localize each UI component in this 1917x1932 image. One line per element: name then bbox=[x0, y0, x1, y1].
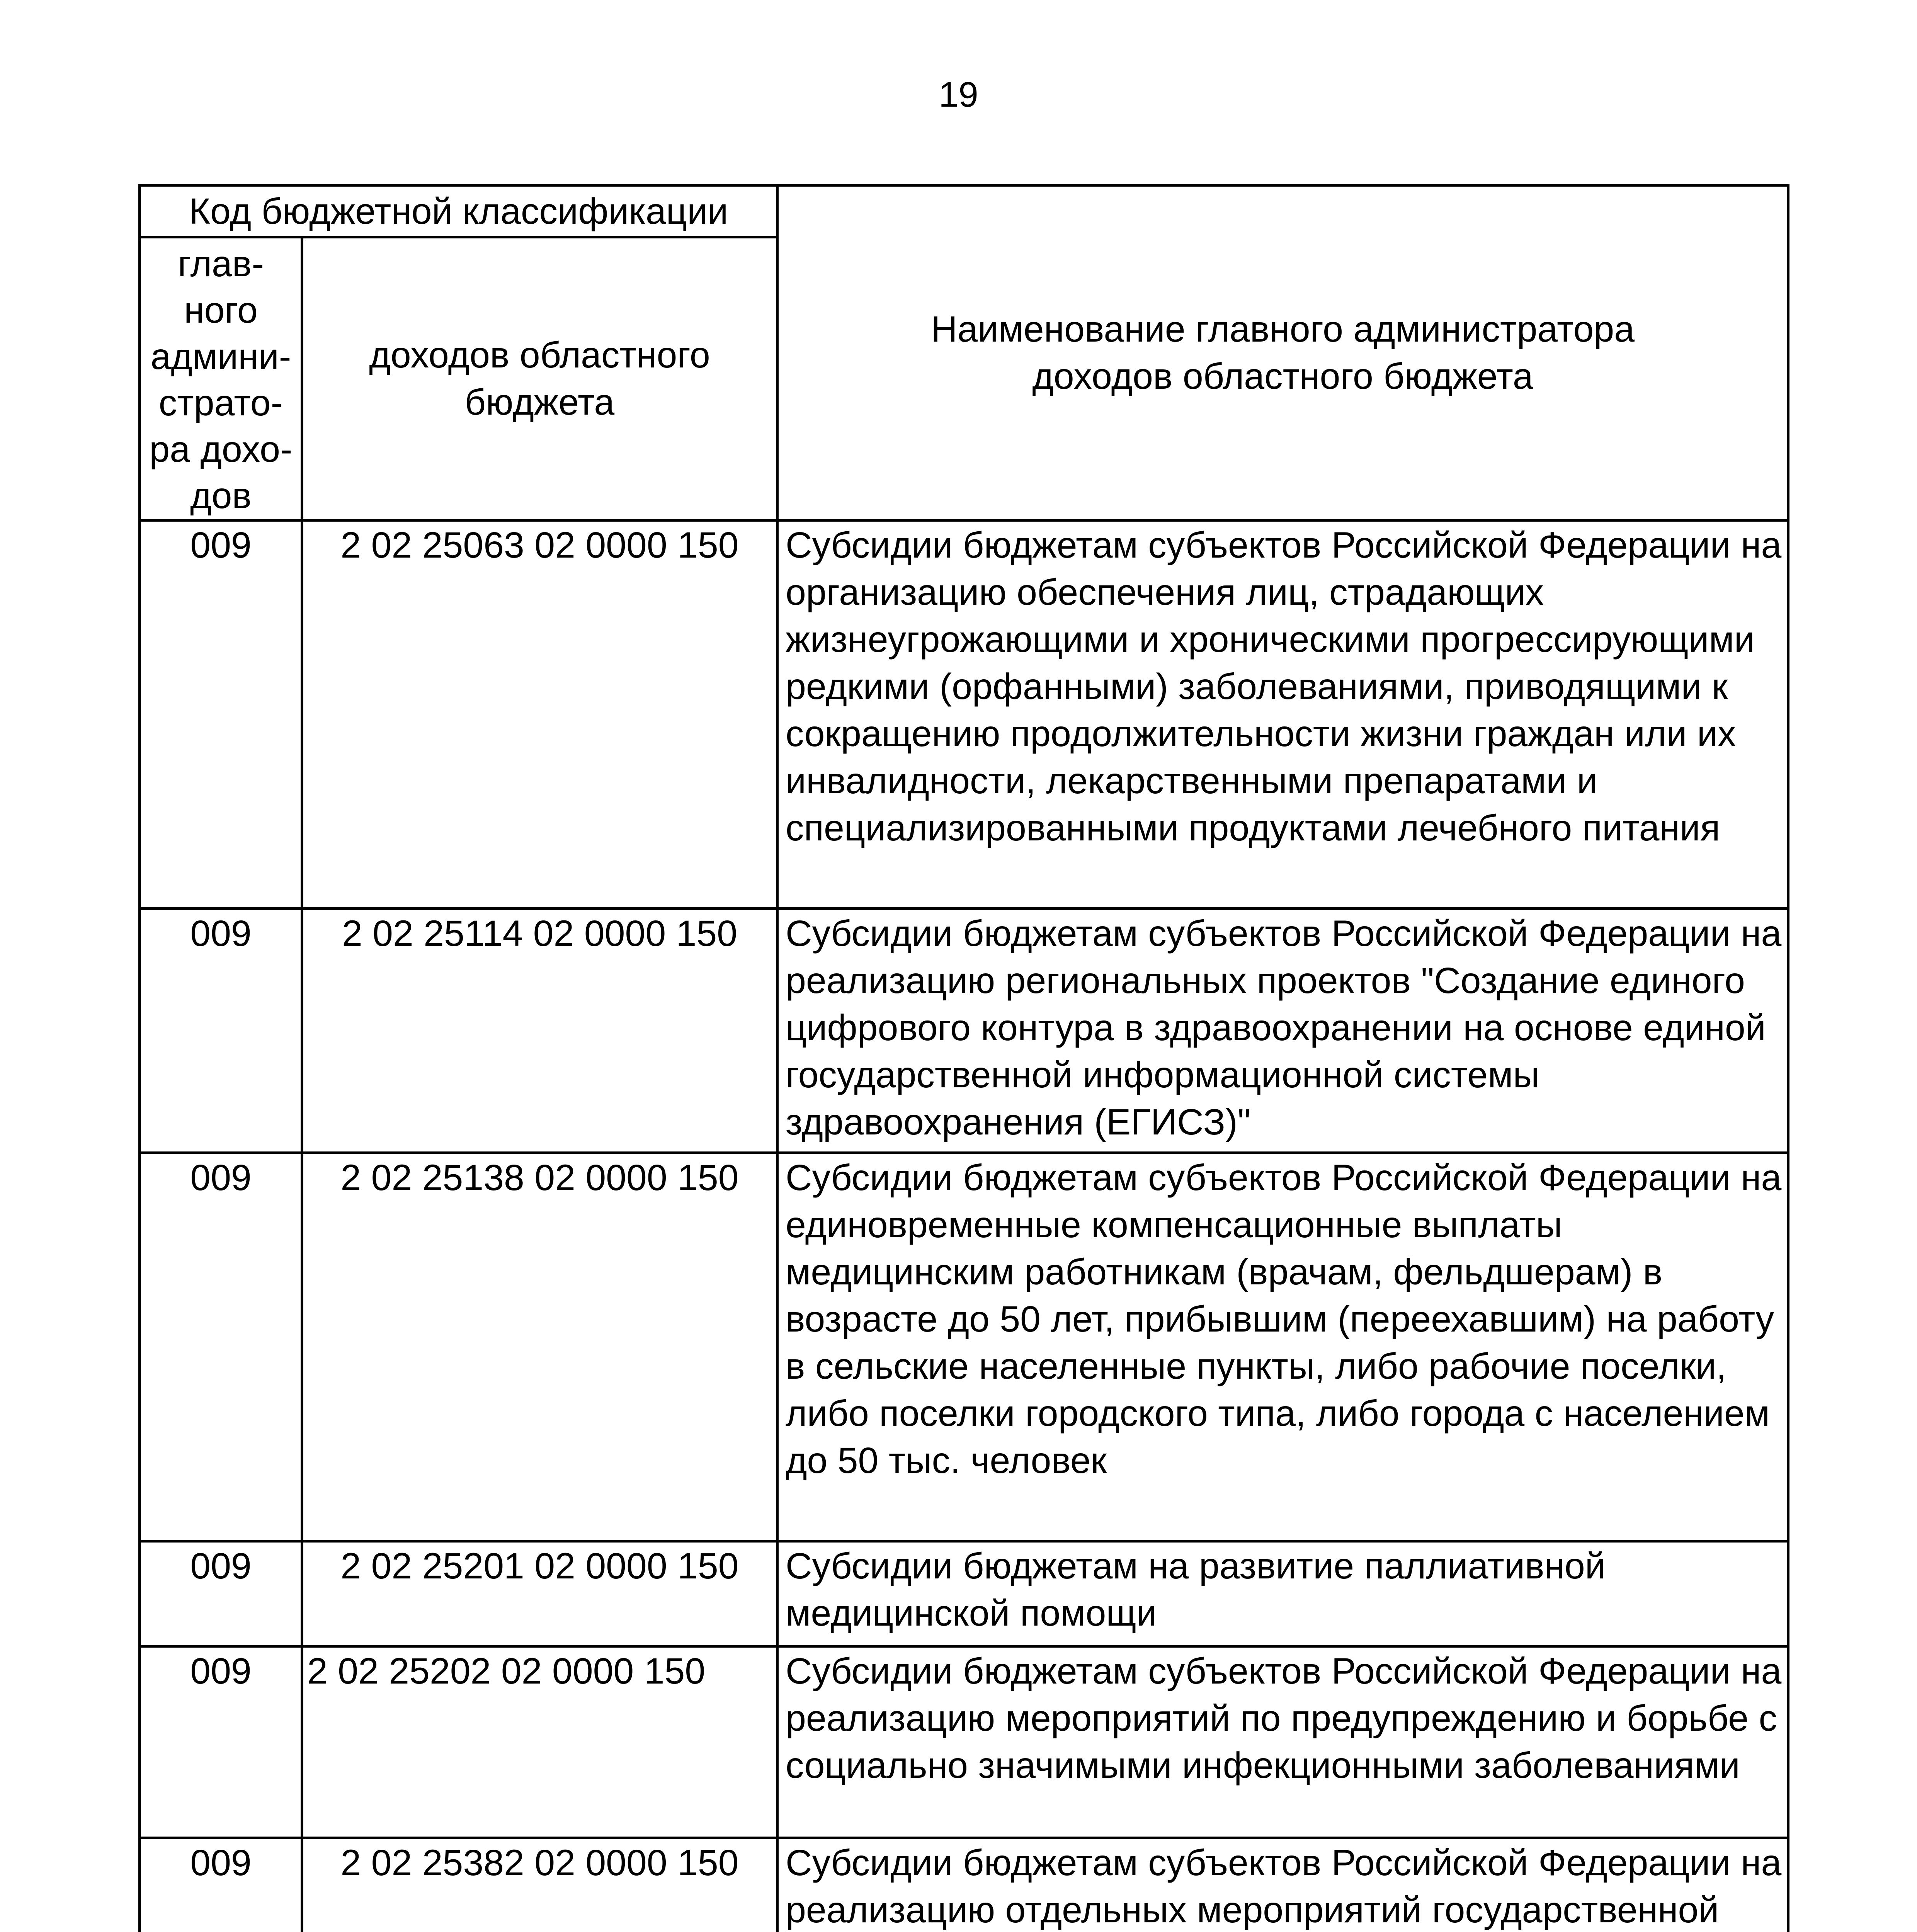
income-code-cell: 2 02 25201 02 0000 150 bbox=[302, 1541, 777, 1646]
page-number: 19 bbox=[939, 75, 978, 114]
budget-classification-table bbox=[138, 184, 1789, 1932]
header-administrator-name-text: Наименование главного администратора доходов областного бюджета bbox=[930, 309, 1635, 397]
header-chief-administrator-text: глав- ного админи- страто- ра дохо- дов bbox=[149, 243, 293, 516]
income-name-cell: Субсидии бюджетам субъектов Российской Федерации на организацию обеспечения лиц, страдающих жизнеугрожающими и хроническими прогрессирующими редкими (орфанными) заболеваниями, приводящими к сокращению продолжительности жизни граждан или их инвалидности, лекарственными препаратами и специализированными продуктами лечебного питания bbox=[777, 520, 1788, 909]
header-chief-administrator bbox=[140, 237, 302, 520]
header-regional-income-text: доходов областного бюджета bbox=[369, 335, 710, 423]
income-name-cell: Субсидии бюджетам субъектов Российской Федерации на реализацию региональных проектов "Создание единого цифрового контура в здравоохранении на основе единой государственной информационной системы здравоохранения (ЕГИСЗ)" bbox=[777, 909, 1788, 1153]
income-name-cell: Субсидии бюджетам субъектов Российской Федерации на реализацию мероприятий по предупреждению и борьбе с социально значимыми инфекционными заболеваниями bbox=[777, 1646, 1788, 1838]
header-regional-income bbox=[302, 237, 777, 520]
admin-code-cell: 009 bbox=[140, 520, 302, 909]
income-code-cell: 2 02 25114 02 0000 150 bbox=[302, 909, 777, 1153]
header-administrator-name bbox=[777, 185, 1788, 520]
table-row bbox=[140, 1541, 1788, 1646]
table-row bbox=[140, 520, 1788, 909]
header-classification-code: Код бюджетной классификации bbox=[140, 185, 777, 237]
income-name-cell: Субсидии бюджетам на развитие паллиативной медицинской помощи bbox=[777, 1541, 1788, 1646]
income-name-cell: Субсидии бюджетам субъектов Российской Федерации на единовременные компенсационные выплаты медицинским работникам (врачам, фельдшерам) в возрасте до 50 лет, прибывшим (переехавшим) на работу в сельские населенные пункты, либо рабочие поселки, либо поселки городского типа, либо города с населением до 50 тыс. человек bbox=[777, 1153, 1788, 1541]
admin-code-cell: 009 bbox=[140, 1838, 302, 1932]
header-row-top bbox=[140, 185, 1788, 237]
table-row bbox=[140, 1646, 1788, 1838]
income-code-cell: 2 02 25063 02 0000 150 bbox=[302, 520, 777, 909]
admin-code-cell: 009 bbox=[140, 1646, 302, 1838]
income-name-cell: Субсидии бюджетам субъектов Российской Федерации на реализацию отдельных мероприятий государственной bbox=[777, 1838, 1788, 1932]
income-code-cell: 2 02 25382 02 0000 150 bbox=[302, 1838, 777, 1932]
table-row bbox=[140, 1838, 1788, 1932]
table-row bbox=[140, 1153, 1788, 1541]
income-code-cell: 2 02 25138 02 0000 150 bbox=[302, 1153, 777, 1541]
income-code-cell: 2 02 25202 02 0000 150 bbox=[302, 1646, 777, 1838]
admin-code-cell: 009 bbox=[140, 909, 302, 1153]
admin-code-cell: 009 bbox=[140, 1541, 302, 1646]
table-row bbox=[140, 909, 1788, 1153]
admin-code-cell: 009 bbox=[140, 1153, 302, 1541]
